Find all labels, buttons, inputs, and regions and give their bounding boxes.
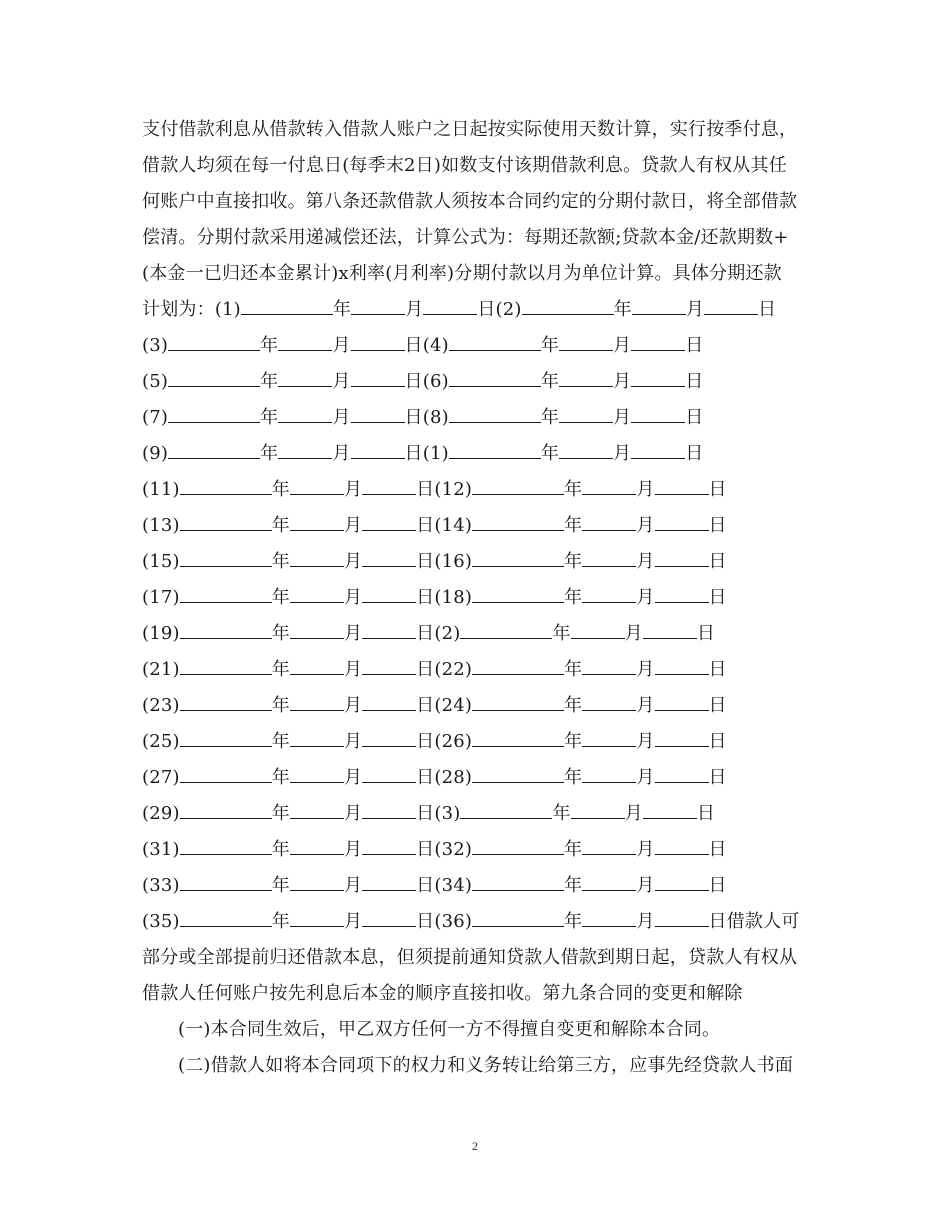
month-label: 月 (332, 371, 351, 392)
fill-in-blank[interactable] (449, 336, 541, 351)
fill-in-blank[interactable] (290, 552, 344, 567)
fill-in-blank[interactable] (643, 804, 697, 819)
month-label: 月 (636, 479, 655, 500)
year-label: 年 (564, 551, 583, 572)
schedule-row (142, 508, 832, 544)
month-label: 月 (343, 911, 363, 932)
day-label: 日 (416, 803, 435, 824)
year-label: 年 (613, 299, 632, 320)
fill-in-blank[interactable] (180, 768, 272, 783)
month-label: 月 (624, 803, 643, 824)
fill-in-blank[interactable] (168, 372, 260, 387)
day-label: 日 (416, 515, 435, 536)
installment-number: (13) (142, 515, 180, 536)
schedule-row (142, 616, 832, 652)
paragraph-line: 偿清。分期付款采用递减偿还法，计算公式为：每期还款额;贷款本金/还款期数+ (142, 227, 789, 248)
fill-in-blank[interactable] (290, 588, 344, 603)
month-label: 月 (613, 371, 632, 392)
installment-number: (26) (434, 731, 473, 752)
fill-in-blank[interactable] (362, 768, 416, 783)
day-label: 日 (416, 623, 435, 644)
month-label: 月 (343, 839, 363, 860)
fill-in-blank[interactable] (290, 732, 344, 747)
day-label: 日 (416, 731, 435, 752)
installment-number: (15) (142, 551, 180, 572)
fill-in-blank[interactable] (559, 408, 613, 423)
day-label: 日 (708, 875, 727, 896)
fill-in-blank[interactable] (278, 444, 332, 459)
fill-in-blank[interactable] (362, 480, 416, 495)
day-label: 日 (708, 839, 727, 860)
month-label: 月 (613, 443, 632, 464)
month-label: 月 (343, 803, 363, 824)
fill-in-blank[interactable] (180, 480, 272, 495)
schedule-row (142, 364, 832, 400)
schedule-row (142, 760, 832, 796)
fill-in-blank[interactable] (351, 444, 405, 459)
year-label: 年 (564, 839, 583, 860)
installment-number: (12) (434, 479, 473, 500)
fill-in-blank[interactable] (351, 408, 405, 423)
year-label: 年 (552, 803, 571, 824)
year-label: 年 (260, 335, 279, 356)
fill-in-blank[interactable] (643, 624, 697, 639)
year-label: 年 (564, 587, 583, 608)
fill-in-blank[interactable] (582, 876, 636, 891)
month-label: 月 (636, 515, 655, 536)
installment-number: (5) (142, 371, 169, 392)
installment-number: (22) (434, 659, 473, 680)
year-label: 年 (271, 767, 290, 788)
paragraph-continuation: 借款人可 (726, 911, 800, 932)
month-label: 月 (343, 623, 363, 644)
repayment-schedule (142, 292, 832, 940)
fill-in-blank[interactable] (423, 300, 477, 315)
fill-in-blank[interactable] (582, 732, 636, 747)
fill-in-blank[interactable] (290, 912, 344, 927)
fill-in-blank[interactable] (362, 552, 416, 567)
fill-in-blank[interactable] (180, 660, 272, 675)
fill-in-blank[interactable] (362, 696, 416, 711)
fill-in-blank[interactable] (655, 516, 709, 531)
month-label: 月 (624, 623, 643, 644)
fill-in-blank[interactable] (582, 660, 636, 675)
fill-in-blank[interactable] (472, 516, 564, 531)
installment-number: (18) (434, 587, 473, 608)
fill-in-blank[interactable] (582, 480, 636, 495)
month-label: 月 (405, 299, 424, 320)
year-label: 年 (540, 443, 560, 464)
day-label: 日 (708, 515, 727, 536)
fill-in-blank[interactable] (278, 372, 332, 387)
paragraph-line: 借款人均须在每一付息日(每季末2日)如数支付该期借款利息。贷款人有权从其任 (142, 155, 787, 176)
year-label: 年 (564, 659, 583, 680)
fill-in-blank[interactable] (362, 516, 416, 531)
month-label: 月 (343, 479, 363, 500)
day-label: 日 (685, 407, 704, 428)
fill-in-blank[interactable] (655, 660, 709, 675)
installment-number: (1) (214, 299, 241, 320)
installment-number: (8) (422, 407, 449, 428)
month-label: 月 (343, 659, 363, 680)
fill-in-blank[interactable] (472, 480, 564, 495)
year-label: 年 (271, 803, 290, 824)
fill-in-blank[interactable] (180, 696, 272, 711)
schedule-row (142, 292, 832, 328)
installment-number: (33) (142, 875, 180, 896)
fill-in-blank[interactable] (180, 552, 272, 567)
fill-in-blank[interactable] (472, 732, 564, 747)
fill-in-blank[interactable] (449, 408, 541, 423)
fill-in-blank[interactable] (449, 372, 541, 387)
schedule-row (142, 400, 832, 436)
year-label: 年 (271, 587, 290, 608)
month-label: 月 (343, 551, 363, 572)
day-label: 日 (708, 731, 727, 752)
fill-in-blank[interactable] (290, 876, 344, 891)
fill-in-blank[interactable] (582, 516, 636, 531)
schedule-row (142, 328, 832, 364)
fill-in-blank[interactable] (472, 768, 564, 783)
fill-in-blank[interactable] (290, 516, 344, 531)
month-label: 月 (343, 695, 363, 716)
year-label: 年 (260, 371, 279, 392)
day-label: 日 (708, 911, 727, 932)
fill-in-blank[interactable] (655, 912, 709, 927)
schedule-row (142, 832, 832, 868)
day-label: 日 (477, 299, 496, 320)
installment-number: (3) (434, 803, 461, 824)
fill-in-blank[interactable] (290, 840, 344, 855)
installment-number: (7) (142, 407, 169, 428)
month-label: 月 (332, 443, 351, 464)
day-label: 日 (758, 299, 777, 320)
fill-in-blank[interactable] (168, 408, 260, 423)
fill-in-blank[interactable] (655, 840, 709, 855)
schedule-row (142, 868, 832, 904)
year-label: 年 (271, 875, 290, 896)
year-label: 年 (260, 407, 279, 428)
fill-in-blank[interactable] (631, 336, 685, 351)
fill-in-blank[interactable] (362, 624, 416, 639)
fill-in-blank[interactable] (559, 372, 613, 387)
day-label: 日 (708, 551, 727, 572)
installment-number: (3) (142, 335, 169, 356)
schedule-row (142, 436, 832, 472)
fill-in-blank[interactable] (655, 768, 709, 783)
year-label: 年 (564, 731, 583, 752)
month-label: 月 (343, 767, 363, 788)
fill-in-blank[interactable] (180, 516, 272, 531)
clause-line: (二)借款人如将本合同项下的权力和义务转让给第三方，应事先经贷款人书面 (178, 1055, 794, 1076)
paragraph-line: 借款人任何账户按先利息后本金的顺序直接扣收。第九条合同的变更和解除 (142, 983, 743, 1004)
year-label: 年 (271, 839, 290, 860)
fill-in-blank[interactable] (351, 300, 405, 315)
fill-in-blank[interactable] (449, 444, 541, 459)
fill-in-blank[interactable] (472, 696, 564, 711)
year-label: 年 (271, 479, 290, 500)
clause-line: (一)本合同生效后，甲乙双方任何一方不得擅自变更和解除本合同。 (178, 1019, 721, 1040)
fill-in-blank[interactable] (559, 444, 613, 459)
installment-number: (4) (422, 335, 449, 356)
fill-in-blank[interactable] (704, 300, 758, 315)
day-label: 日 (708, 587, 727, 608)
schedule-row (142, 472, 832, 508)
day-label: 日 (708, 767, 727, 788)
fill-in-blank[interactable] (582, 552, 636, 567)
year-label: 年 (260, 443, 279, 464)
fill-in-blank[interactable] (472, 552, 564, 567)
year-label: 年 (564, 479, 583, 500)
fill-in-blank[interactable] (290, 660, 344, 675)
fill-in-blank[interactable] (362, 732, 416, 747)
fill-in-blank[interactable] (180, 624, 272, 639)
paragraph-line: 何账户中直接扣收。第八条还款借款人须按本合同约定的分期付款日，将全部借款 (142, 191, 798, 212)
day-label: 日 (416, 875, 435, 896)
paragraph-line: (本金一已归还本金累计)x利率(月利率)分期付款以月为单位计算。具体分期还款 (142, 263, 782, 284)
month-label: 月 (613, 407, 632, 428)
fill-in-blank[interactable] (582, 912, 636, 927)
year-label: 年 (271, 911, 290, 932)
day-label: 日 (708, 659, 727, 680)
fill-in-blank[interactable] (180, 912, 272, 927)
day-label: 日 (404, 335, 423, 356)
fill-in-blank[interactable] (472, 588, 564, 603)
month-label: 月 (636, 659, 655, 680)
fill-in-blank[interactable] (180, 876, 272, 891)
fill-in-blank[interactable] (655, 696, 709, 711)
year-label: 年 (271, 731, 290, 752)
installment-number: (19) (142, 623, 180, 644)
day-label: 日 (404, 407, 423, 428)
day-label: 日 (696, 803, 716, 824)
year-label: 年 (564, 767, 583, 788)
year-label: 年 (552, 623, 571, 644)
fill-in-blank[interactable] (180, 588, 272, 603)
fill-in-blank[interactable] (290, 480, 344, 495)
month-label: 月 (636, 731, 655, 752)
installment-number: (2) (495, 299, 522, 320)
installment-number: (17) (142, 587, 180, 608)
fill-in-blank[interactable] (522, 300, 614, 315)
month-label: 月 (343, 731, 363, 752)
fill-in-blank[interactable] (168, 336, 260, 351)
year-label: 年 (271, 551, 290, 572)
fill-in-blank[interactable] (278, 336, 332, 351)
fill-in-blank[interactable] (180, 804, 272, 819)
fill-in-blank[interactable] (655, 876, 709, 891)
fill-in-blank[interactable] (180, 840, 272, 855)
fill-in-blank[interactable] (472, 660, 564, 675)
year-label: 年 (564, 515, 583, 536)
installment-number: (14) (434, 515, 473, 536)
day-label: 日 (708, 479, 727, 500)
month-label: 月 (343, 875, 363, 896)
fill-in-blank[interactable] (290, 804, 344, 819)
installment-number: (2) (434, 623, 461, 644)
schedule-row (142, 904, 832, 940)
day-label: 日 (404, 443, 423, 464)
fill-in-blank[interactable] (362, 876, 416, 891)
fill-in-blank[interactable] (582, 840, 636, 855)
day-label: 日 (416, 767, 435, 788)
month-label: 月 (636, 587, 655, 608)
installment-number: (36) (434, 911, 473, 932)
month-label: 月 (332, 407, 351, 428)
month-label: 月 (636, 875, 655, 896)
year-label: 年 (271, 659, 290, 680)
month-label: 月 (332, 335, 351, 356)
year-label: 年 (332, 299, 352, 320)
day-label: 日 (416, 839, 435, 860)
fill-in-blank[interactable] (631, 408, 685, 423)
paragraph-line: 支付借款利息从借款转入借款人账户之日起按实际使用天数计算，实行按季付息， (142, 119, 798, 140)
day-label: 日 (708, 695, 727, 716)
contract-text (142, 112, 832, 1084)
fill-in-blank[interactable] (351, 336, 405, 351)
fill-in-blank[interactable] (168, 444, 260, 459)
year-label: 年 (540, 335, 560, 356)
month-label: 月 (636, 551, 655, 572)
fill-in-blank[interactable] (460, 624, 552, 639)
fill-in-blank[interactable] (582, 696, 636, 711)
fill-in-blank[interactable] (472, 876, 564, 891)
year-label: 年 (564, 875, 583, 896)
fill-in-blank[interactable] (362, 912, 416, 927)
month-label: 月 (636, 695, 655, 716)
day-label: 日 (685, 443, 704, 464)
fill-in-blank[interactable] (582, 768, 636, 783)
fill-in-blank[interactable] (362, 588, 416, 603)
day-label: 日 (404, 371, 423, 392)
schedule-prefix: 计划为： (142, 299, 215, 320)
fill-in-blank[interactable] (362, 804, 416, 819)
installment-number: (25) (142, 731, 180, 752)
fill-in-blank[interactable] (472, 912, 564, 927)
fill-in-blank[interactable] (351, 372, 405, 387)
fill-in-blank[interactable] (180, 732, 272, 747)
schedule-row (142, 580, 832, 616)
installment-number: (21) (142, 659, 180, 680)
day-label: 日 (416, 551, 435, 572)
month-label: 月 (636, 911, 655, 932)
installment-number: (11) (142, 479, 180, 500)
fill-in-blank[interactable] (571, 804, 625, 819)
schedule-row (142, 724, 832, 760)
day-label: 日 (685, 371, 704, 392)
month-label: 月 (343, 515, 363, 536)
installment-number: (6) (422, 371, 449, 392)
installment-number: (28) (434, 767, 473, 788)
fill-in-blank[interactable] (241, 300, 333, 315)
fill-in-blank[interactable] (460, 804, 552, 819)
fill-in-blank[interactable] (571, 624, 625, 639)
fill-in-blank[interactable] (655, 552, 709, 567)
installment-number: (34) (434, 875, 473, 896)
year-label: 年 (540, 371, 560, 392)
installment-number: (31) (142, 839, 180, 860)
installment-number: (1) (422, 443, 449, 464)
installment-number: (23) (142, 695, 180, 716)
month-label: 月 (685, 299, 705, 320)
fill-in-blank[interactable] (631, 372, 685, 387)
year-label: 年 (540, 407, 560, 428)
fill-in-blank[interactable] (290, 624, 344, 639)
fill-in-blank[interactable] (559, 336, 613, 351)
fill-in-blank[interactable] (655, 732, 709, 747)
fill-in-blank[interactable] (290, 696, 344, 711)
month-label: 月 (636, 839, 655, 860)
fill-in-blank[interactable] (655, 588, 709, 603)
day-label: 日 (416, 659, 435, 680)
fill-in-blank[interactable] (582, 588, 636, 603)
schedule-row (142, 796, 832, 832)
fill-in-blank[interactable] (290, 768, 344, 783)
installment-number: (16) (434, 551, 473, 572)
year-label: 年 (271, 623, 290, 644)
day-label: 日 (416, 911, 435, 932)
fill-in-blank[interactable] (632, 300, 686, 315)
fill-in-blank[interactable] (278, 408, 332, 423)
year-label: 年 (564, 911, 583, 932)
fill-in-blank[interactable] (472, 840, 564, 855)
day-label: 日 (696, 623, 716, 644)
year-label: 年 (271, 695, 290, 716)
schedule-row (142, 544, 832, 580)
fill-in-blank[interactable] (362, 840, 416, 855)
schedule-row (142, 688, 832, 724)
month-label: 月 (343, 587, 363, 608)
page-number: 2 (472, 1139, 478, 1153)
day-label: 日 (416, 587, 435, 608)
installment-number: (35) (142, 911, 180, 932)
year-label: 年 (271, 515, 290, 536)
day-label: 日 (416, 479, 435, 500)
month-label: 月 (636, 767, 655, 788)
fill-in-blank[interactable] (631, 444, 685, 459)
year-label: 年 (564, 695, 583, 716)
installment-number: (29) (142, 803, 180, 824)
paragraph-line: 部分或全部提前归还借款本息，但须提前通知贷款人借款到期日起，贷款人有权从 (142, 947, 798, 968)
month-label: 月 (613, 335, 632, 356)
installment-number: (24) (434, 695, 473, 716)
day-label: 日 (416, 695, 435, 716)
installment-number: (32) (434, 839, 473, 860)
installment-number: (27) (142, 767, 180, 788)
fill-in-blank[interactable] (362, 660, 416, 675)
schedule-row (142, 652, 832, 688)
fill-in-blank[interactable] (655, 480, 709, 495)
day-label: 日 (685, 335, 704, 356)
installment-number: (9) (142, 443, 169, 464)
